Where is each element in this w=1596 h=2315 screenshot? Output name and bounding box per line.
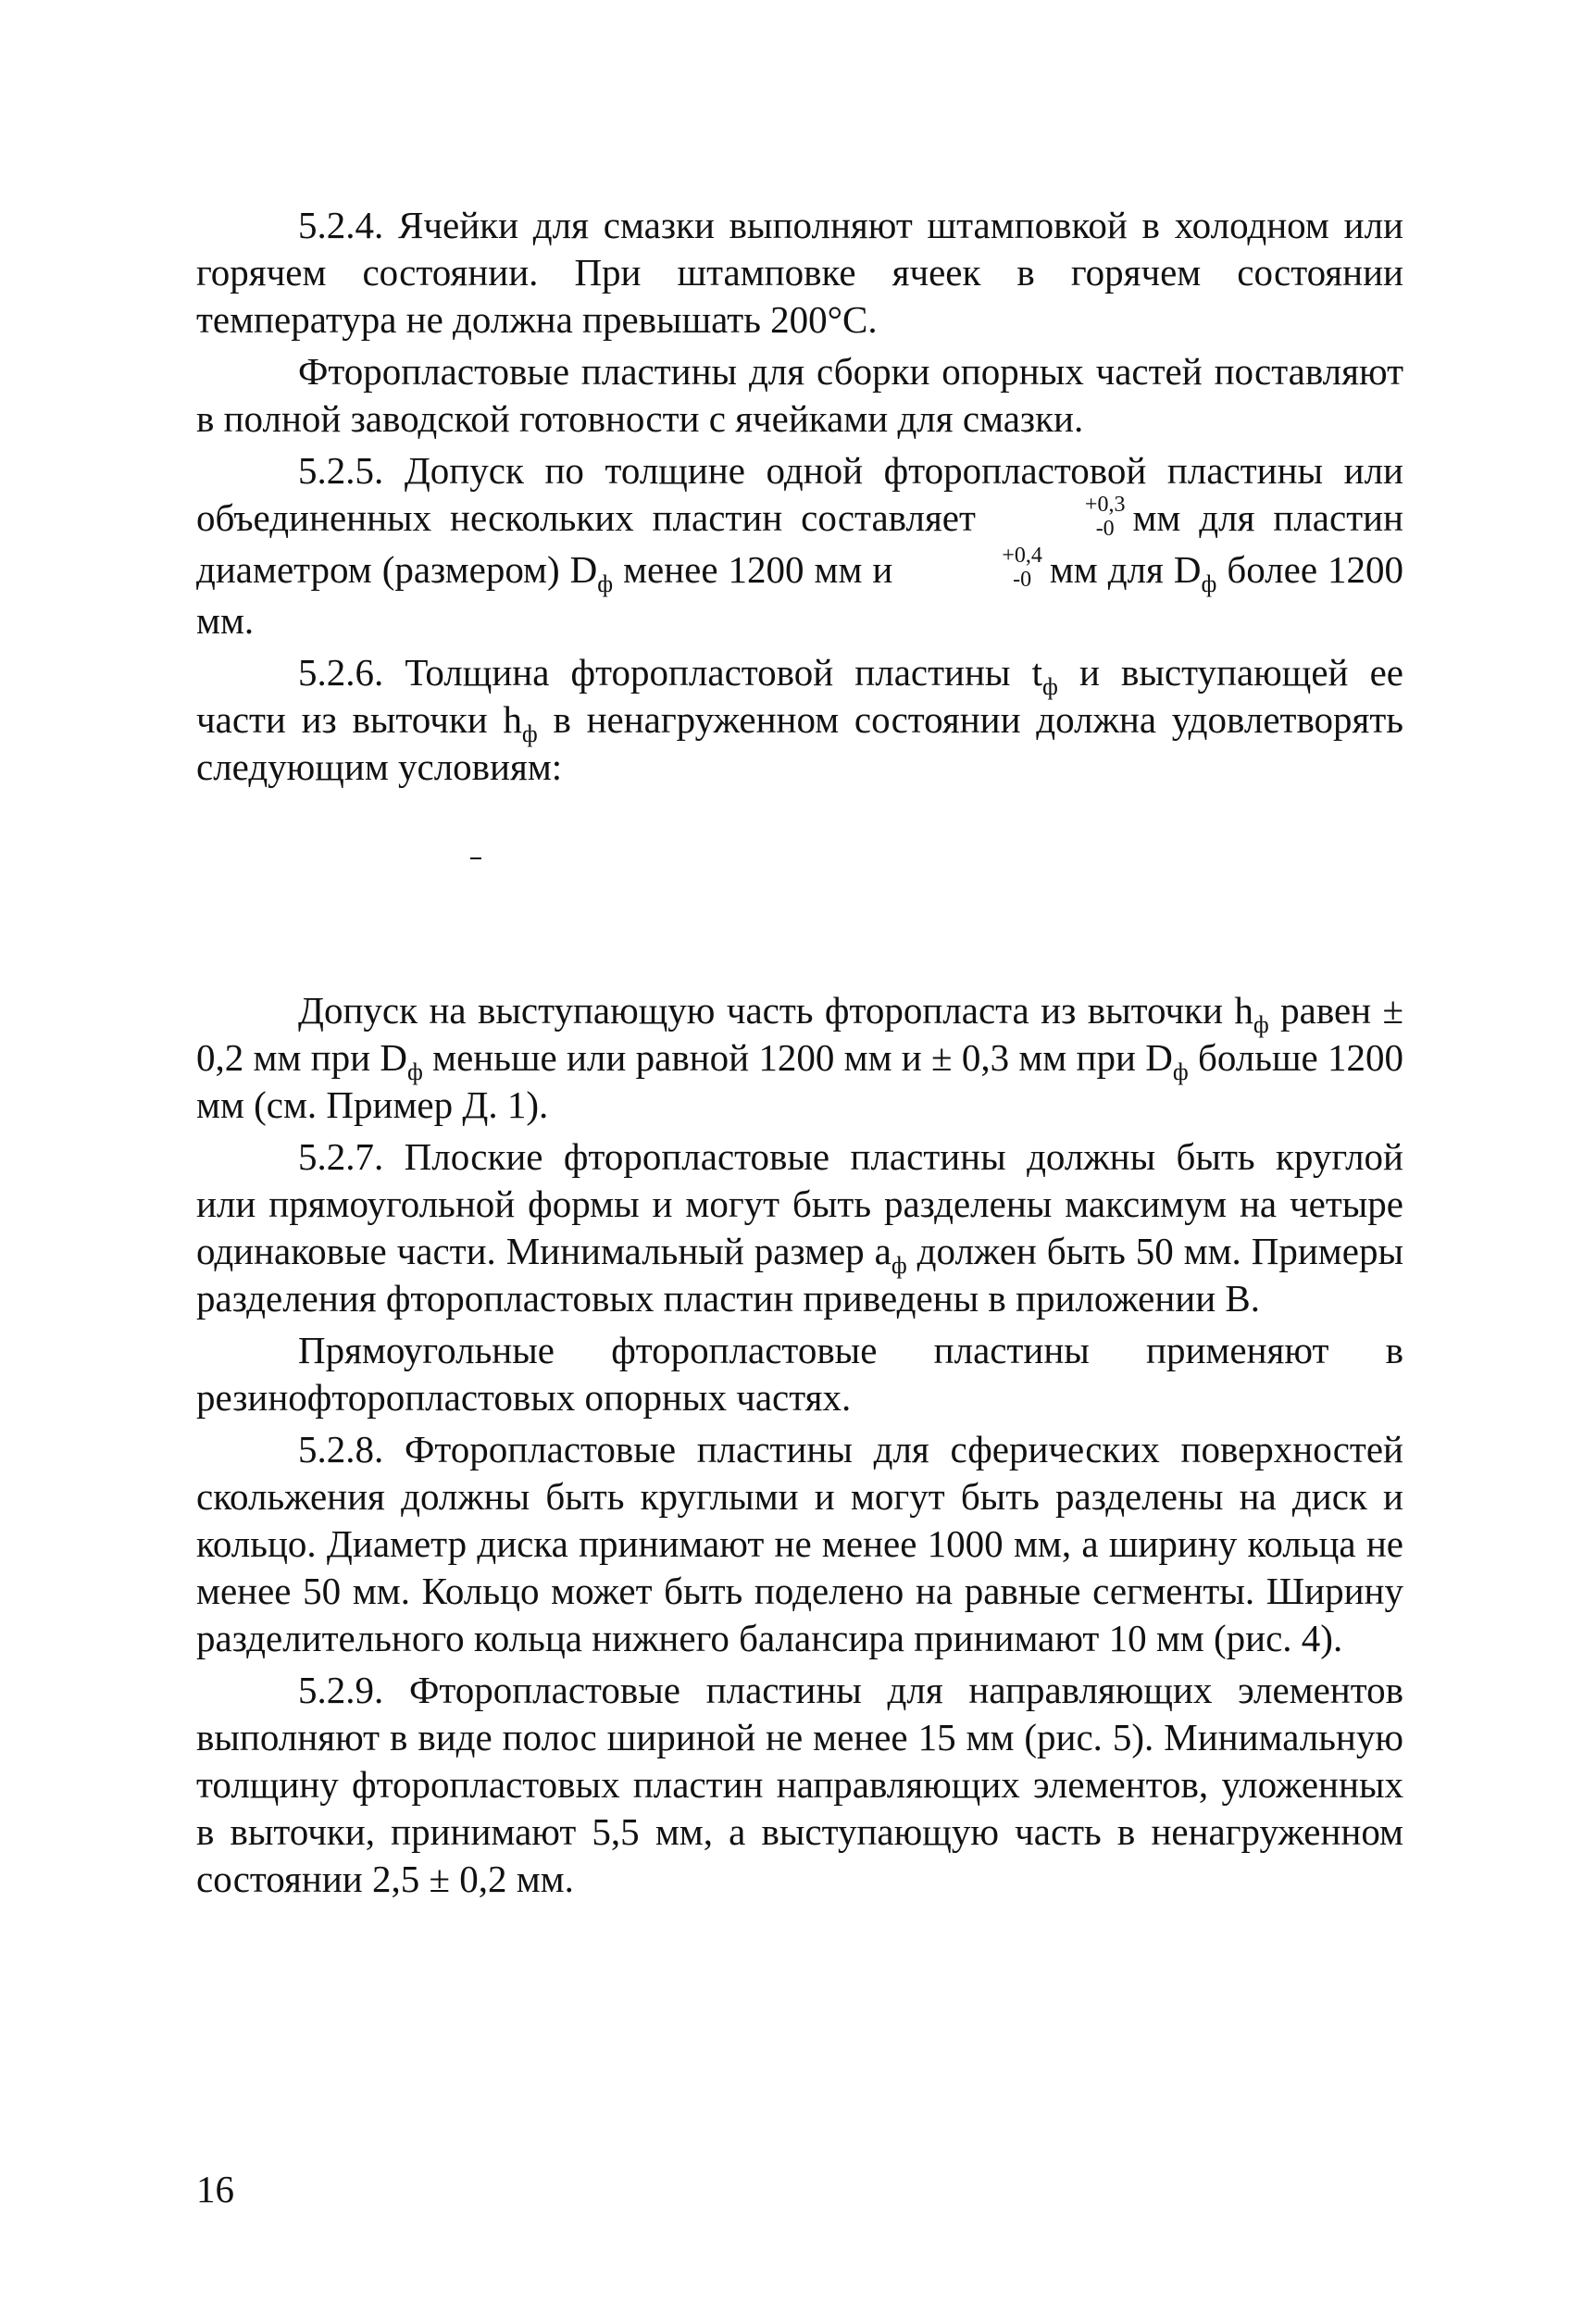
subscript: ф — [1253, 1011, 1269, 1039]
paragraph-rectangular-plates: Прямоугольные фторопластовые пластины применяют в резинофторопластовых опорных частях. — [196, 1329, 1403, 1420]
fraction — [470, 857, 481, 859]
text-run: и выступающей ее части из выточки h — [196, 651, 1403, 742]
formula-1-body — [465, 804, 487, 913]
text-run: в ненагруженном состоянии должна удовлетворять следующим условиям: — [196, 698, 1403, 789]
tolerance-upper: +0,4 — [1002, 544, 1042, 569]
text-run: 5.2.7. Плоские фторопластовые пластины должны быть круглой или прямоугольной формы и могут быть разделены максимум на четыре одинаковые части. Минимальный размер a — [196, 1135, 1403, 1273]
formula-1 — [196, 804, 1403, 913]
subscript: ф — [407, 1058, 423, 1086]
subscript: ф — [891, 1252, 907, 1280]
text-run: 5.2.6. Толщина фторопластовой пластины t — [298, 651, 1042, 694]
text-run: больше 1200 мм (см. Пример Д. 1). — [196, 1036, 1404, 1127]
paragraph-tolerance-protrusion — [196, 987, 1403, 1129]
paragraph-5-2-9: 5.2.9. Фторопластовые пластины для направляющих элементов выполняют в виде полос шириной не менее 15 мм (рис. 5). Минимальную толщину фторопластовых пластин направляющих элементов, уложенных в выточки, принимают 5,5 мм, а выступающую часть в ненагруженном состоянии 2,5 ± 0,2 мм. — [196, 1669, 1403, 1901]
tolerance-upper: +0,3 — [1084, 492, 1126, 517]
page-number: 16 — [196, 2168, 234, 2210]
text-run: мм для пластин диаметром (размером) D — [196, 496, 1403, 591]
text-run: мм для D — [1049, 547, 1202, 591]
text-run: должен быть 50 мм. Примеры разделения фторопластовых пластин приведены в приложении В. — [196, 1230, 1403, 1320]
subscript: ф — [597, 569, 614, 597]
tolerance-1 — [983, 493, 1126, 541]
paragraph-5-2-6 — [196, 649, 1403, 791]
text-run: 5.2.5. Допуск по толщине одной фторопластовой пластины или объединенных нескольких пластин составляет — [196, 449, 1403, 539]
subscript: ф — [1201, 569, 1217, 597]
paragraph-5-2-8: 5.2.8. Фторопластовые пластины для сферических поверхностей скольжения должны быть круглыми и могут быть разделены на диск и кольцо. Диаметр диска принимают не менее 1000 мм, а ширину кольца не менее 50 мм. Кольцо может быть поделено на равные сегменты. Ширину разделительного кольца нижнего балансира принимают 10 мм (рис. 4). — [196, 1428, 1403, 1660]
paragraph-ftoroplast-delivery: Фторопластовые пластины для сборки опорных частей поставляют в полной заводской готовности с ячейками для смазки. — [196, 350, 1403, 440]
tolerance-lower: -0 — [1095, 516, 1115, 541]
text-run: меньше или равной 1200 мм и ± 0,3 мм при D — [432, 1036, 1173, 1080]
text-run: Допуск на выступающую часть фторопласта из выточки h — [298, 989, 1253, 1032]
text-run: более 1200 мм. — [196, 547, 1403, 643]
paragraph-5-2-7 — [196, 1133, 1403, 1322]
formula-2 — [196, 919, 1403, 978]
tolerance-2 — [900, 544, 1042, 592]
page-text — [196, 202, 1403, 1908]
paragraph-5-2-5 — [196, 447, 1403, 644]
text-run: равен ± 0,2 мм при D — [196, 989, 1403, 1080]
formula-2-body — [613, 919, 632, 978]
text-run: менее 1200 мм и — [623, 547, 893, 591]
subscript: ф — [521, 720, 538, 748]
subscript: ф — [1041, 673, 1058, 701]
paragraph-5-2-4: 5.2.4. Ячейки для смазки выполняют штамповкой в холодном или горячем состоянии. При штамповке ячеек в горячем состоянии температура не должна превышать 200°С. — [196, 204, 1403, 341]
tolerance-lower: -0 — [1013, 568, 1032, 593]
subscript: ф — [1172, 1058, 1189, 1086]
fraction-numerator — [470, 857, 481, 859]
